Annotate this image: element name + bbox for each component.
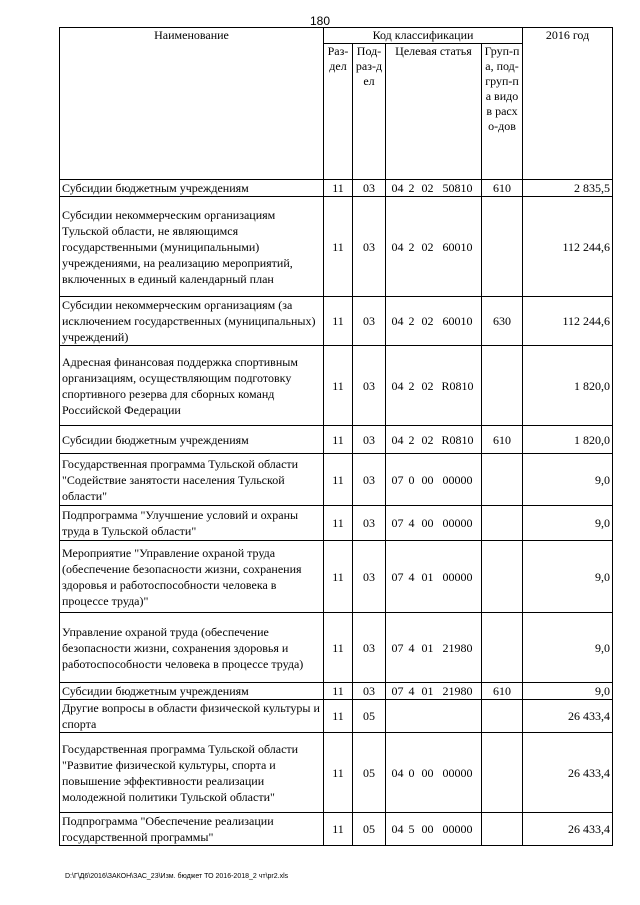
- row-target-article: [386, 700, 482, 733]
- target-article-part: 4: [408, 569, 415, 584]
- row-amount: 112 244,6: [523, 297, 613, 346]
- row-name: Адресная финансовая поддержка спортивным организациям, осуществляющим подготовку спортивного резерва для сборных команд Российской Федерации: [60, 346, 324, 426]
- target-article-part: 00: [421, 822, 434, 836]
- table-body: [60, 180, 613, 846]
- target-article-part: 00000: [442, 822, 473, 836]
- row-podrazdel: 05: [353, 700, 386, 733]
- row-name: Субсидии некоммерческим организациям Тульской области, не являющимся государственными (муниципальными) учреждениями, на реализацию мероприятий, включенных в единый календарный план: [60, 197, 324, 297]
- target-article-part: R0810: [441, 378, 474, 393]
- row-amount: 9,0: [523, 454, 613, 506]
- target-article-part: 21980: [442, 640, 473, 655]
- row-razdel: 11: [324, 541, 353, 613]
- row-razdel: 11: [324, 426, 353, 454]
- row-amount: 9,0: [523, 541, 613, 613]
- target-article-part: 0: [408, 765, 415, 780]
- target-article-part: 01: [421, 684, 434, 698]
- target-article-part: 2: [408, 181, 415, 195]
- row-podrazdel: 03: [353, 683, 386, 700]
- target-article-part: 04: [391, 822, 404, 836]
- row-expense-group: [482, 733, 523, 813]
- row-amount: 1 820,0: [523, 346, 613, 426]
- header-razdel: Раз-дел: [324, 44, 353, 180]
- target-article-part: 02: [421, 378, 434, 393]
- target-article-part: 02: [421, 314, 434, 328]
- row-razdel: 11: [324, 506, 353, 541]
- row-razdel: 11: [324, 733, 353, 813]
- target-article-part: 04: [391, 432, 404, 447]
- target-article-part: 00: [421, 472, 434, 487]
- row-target-article: [386, 297, 482, 346]
- target-article-part: 00: [421, 516, 434, 530]
- target-article-part: 07: [391, 640, 404, 655]
- target-article-part: 4: [408, 640, 415, 655]
- row-name: Управление охраной труда (обеспечение безопасности жизни, сохранения здоровья и работоспособности человека в процессе труда): [60, 613, 324, 683]
- row-amount: 112 244,6: [523, 197, 613, 297]
- target-article-part: 2: [408, 378, 415, 393]
- target-article-part: 07: [391, 569, 404, 584]
- table-row: [60, 180, 613, 197]
- table-row: [60, 454, 613, 506]
- table-row: [60, 813, 613, 846]
- row-target-article: [386, 346, 482, 426]
- row-expense-group: [482, 613, 523, 683]
- row-name: Субсидии бюджетным учреждениям: [60, 683, 324, 700]
- header-name: Наименование: [60, 28, 324, 180]
- header-podrazdel: Под-раз-дел: [353, 44, 386, 180]
- target-article-part: 00000: [442, 472, 473, 487]
- row-razdel: 11: [324, 813, 353, 846]
- row-razdel: 11: [324, 700, 353, 733]
- row-expense-group: 610: [482, 180, 523, 197]
- row-podrazdel: 03: [353, 506, 386, 541]
- row-razdel: 11: [324, 683, 353, 700]
- table-row: [60, 541, 613, 613]
- target-article-part: 00000: [442, 516, 473, 530]
- row-name: Субсидии бюджетным учреждениям: [60, 426, 324, 454]
- row-razdel: 11: [324, 454, 353, 506]
- header-classification-code: Код классификации: [324, 28, 523, 44]
- row-target-article: [386, 197, 482, 297]
- row-target-article: [386, 541, 482, 613]
- target-article-part: 01: [421, 569, 434, 584]
- row-target-article: [386, 180, 482, 197]
- target-article-part: 01: [421, 640, 434, 655]
- row-target-article: [386, 733, 482, 813]
- row-expense-group: 630: [482, 297, 523, 346]
- target-article-part: 00000: [442, 765, 473, 780]
- row-podrazdel: 03: [353, 180, 386, 197]
- target-article-part: 04: [391, 765, 404, 780]
- target-article-part: 04: [391, 239, 404, 254]
- row-expense-group: 610: [482, 426, 523, 454]
- target-article-part: R0810: [441, 432, 474, 447]
- table-row: [60, 613, 613, 683]
- row-razdel: 11: [324, 180, 353, 197]
- target-article-part: 21980: [442, 684, 473, 698]
- target-article-part: 2: [408, 432, 415, 447]
- row-razdel: 11: [324, 197, 353, 297]
- target-article-part: 5: [408, 822, 415, 836]
- row-name: Субсидии некоммерческим организациям (за исключением государственных (муниципальных) учреждений): [60, 297, 324, 346]
- target-article-part: 60010: [442, 314, 473, 328]
- table-row: [60, 506, 613, 541]
- row-expense-group: [482, 541, 523, 613]
- row-amount: 26 433,4: [523, 733, 613, 813]
- row-amount: 26 433,4: [523, 813, 613, 846]
- target-article-part: 07: [391, 516, 404, 530]
- row-expense-group: [482, 346, 523, 426]
- row-name: Подпрограмма "Улучшение условий и охраны труда в Тульской области": [60, 506, 324, 541]
- table-row: [60, 683, 613, 700]
- target-article-part: 4: [408, 516, 415, 530]
- row-amount: 9,0: [523, 506, 613, 541]
- row-target-article: [386, 426, 482, 454]
- target-article-part: 07: [391, 684, 404, 698]
- row-razdel: 11: [324, 613, 353, 683]
- row-amount: 9,0: [523, 613, 613, 683]
- row-target-article: [386, 506, 482, 541]
- row-expense-group: 610: [482, 683, 523, 700]
- header-target-article: Целевая статья: [386, 44, 482, 180]
- budget-table: [59, 27, 613, 846]
- table-row: [60, 346, 613, 426]
- target-article-part: 04: [391, 181, 404, 195]
- row-podrazdel: 05: [353, 733, 386, 813]
- target-article-part: 02: [421, 432, 434, 447]
- row-amount: 9,0: [523, 683, 613, 700]
- row-razdel: 11: [324, 297, 353, 346]
- row-name: Государственная программа Тульской области "Содействие занятости населения Тульской области": [60, 454, 324, 506]
- target-article-part: 2: [408, 239, 415, 254]
- row-name: Другие вопросы в области физической культуры и спорта: [60, 700, 324, 733]
- header-year: 2016 год: [523, 28, 613, 180]
- header-expense-group: Груп-па, под-груп-па видов расхо-дов: [482, 44, 523, 180]
- row-podrazdel: 03: [353, 297, 386, 346]
- row-expense-group: [482, 506, 523, 541]
- row-podrazdel: 03: [353, 541, 386, 613]
- row-name: Государственная программа Тульской области "Развитие физической культуры, спорта и повышение эффективности реализации молодежной политики Тульской области": [60, 733, 324, 813]
- table-row: [60, 700, 613, 733]
- row-podrazdel: 03: [353, 613, 386, 683]
- row-amount: 26 433,4: [523, 700, 613, 733]
- table-row: [60, 297, 613, 346]
- row-razdel: 11: [324, 346, 353, 426]
- target-article-part: 60010: [442, 239, 473, 254]
- row-amount: 1 820,0: [523, 426, 613, 454]
- target-article-part: 50810: [442, 181, 473, 195]
- target-article-part: 02: [421, 239, 434, 254]
- row-name: Подпрограмма "Обеспечение реализации государственной программы": [60, 813, 324, 846]
- target-article-part: 04: [391, 378, 404, 393]
- target-article-part: 02: [421, 181, 434, 195]
- row-podrazdel: 03: [353, 346, 386, 426]
- row-expense-group: [482, 454, 523, 506]
- table-row: [60, 733, 613, 813]
- table-row: [60, 426, 613, 454]
- target-article-part: 04: [391, 314, 404, 328]
- row-podrazdel: 03: [353, 426, 386, 454]
- row-amount: 2 835,5: [523, 180, 613, 197]
- row-expense-group: [482, 197, 523, 297]
- row-target-article: [386, 813, 482, 846]
- target-article-part: 00000: [442, 569, 473, 584]
- row-podrazdel: 03: [353, 454, 386, 506]
- table-row: [60, 197, 613, 297]
- row-name: Субсидии бюджетным учреждениям: [60, 180, 324, 197]
- file-path-footer: D:\Г\Д6\2016\ЗАКОН\ЗАС_23\Изм. бюджет ТО 2016-2018_2 чт\pr2.xls: [65, 873, 289, 880]
- target-article-part: 00: [421, 765, 434, 780]
- row-target-article: [386, 454, 482, 506]
- row-target-article: [386, 613, 482, 683]
- row-expense-group: [482, 813, 523, 846]
- target-article-part: 2: [408, 314, 415, 328]
- target-article-part: 07: [391, 472, 404, 487]
- header-row-top: [60, 28, 613, 44]
- row-target-article: [386, 683, 482, 700]
- row-expense-group: [482, 700, 523, 733]
- row-podrazdel: 03: [353, 197, 386, 297]
- row-name: Мероприятие "Управление охраной труда (обеспечение безопасности жизни, сохранения здоровья и работоспособности человека в процессе труда)": [60, 541, 324, 613]
- target-article-part: 4: [408, 684, 415, 698]
- row-podrazdel: 05: [353, 813, 386, 846]
- page-number: 180: [309, 14, 331, 28]
- target-article-part: 0: [408, 472, 415, 487]
